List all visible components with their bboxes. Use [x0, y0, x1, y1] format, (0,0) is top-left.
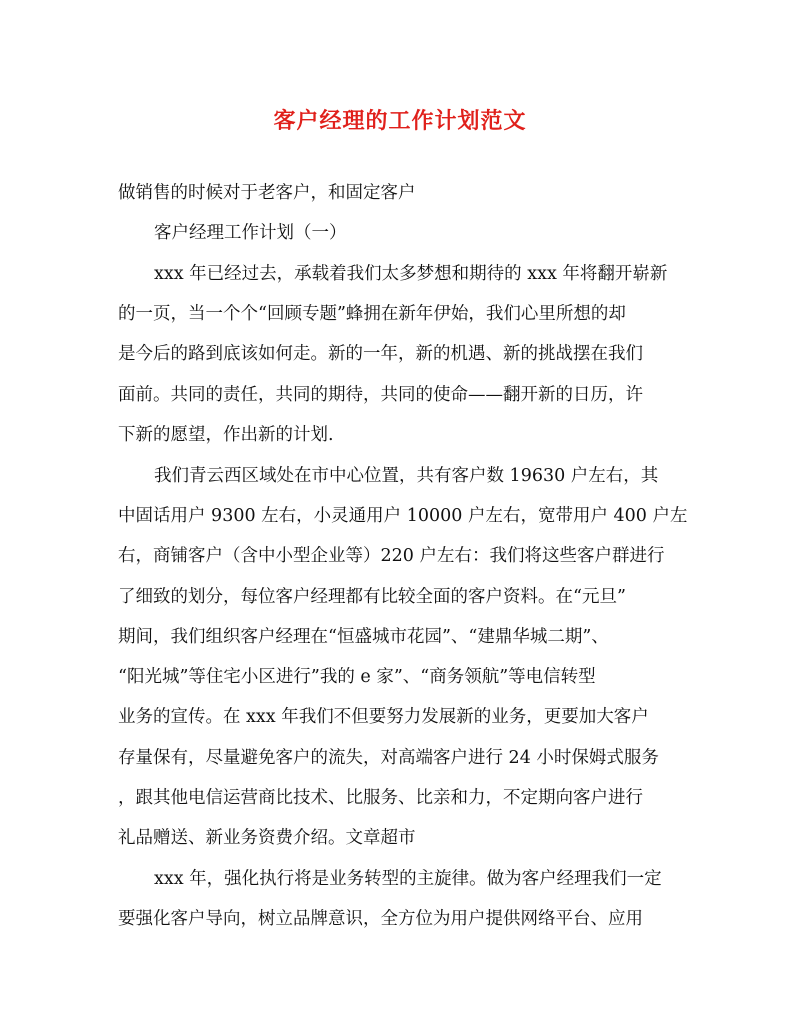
- paragraph-line: 下新的愿望，作出新的计划.: [118, 425, 334, 445]
- paragraph-line: 中固话用户 9300 左右，小灵通用户 10000 户左右，宽带用户 400 户左: [118, 506, 688, 526]
- paragraph-line: xxx 年，强化执行将是业务转型的主旋律。做为客户经理我们一定: [154, 869, 662, 889]
- paragraph-line: “阳光城”等住宅小区进行”我的 e 家”、“商务领航”等电信转型: [118, 667, 596, 687]
- paragraph-line: 右，商铺客户（含中小型企业等）220 户左右：我们将这些客户群进行: [118, 546, 665, 566]
- paragraph-line: 礼品赠送、新业务资费介绍。文章超市: [118, 828, 416, 848]
- paragraph-line: 了细致的划分，每位客户经理都有比较全面的客户资料。在“元旦”: [118, 587, 626, 607]
- intro-line: 做销售的时候对于老客户，和固定客户: [118, 183, 416, 203]
- paragraph-line: 的一页，当一个个“回顾专题”蜂拥在新年伊始，我们心里所想的却: [118, 304, 626, 324]
- paragraph-line: ，跟其他电信运营商比技术、比服务、比亲和力，不定期向客户进行: [118, 788, 643, 808]
- paragraph-line: xxx 年已经过去，承载着我们太多梦想和期待的 xxx 年将翻开崭新: [154, 264, 668, 284]
- paragraph-line: 是今后的路到底该如何走。新的一年，新的机遇、新的挑战摆在我们: [118, 344, 643, 364]
- paragraph-line: 业务的宣传。在 xxx 年我们不但要努力发展新的业务，更要加大客户: [118, 707, 649, 727]
- paragraph-line: 我们青云西区域处在市中心位置，共有客户数 19630 户左右，其: [154, 466, 659, 486]
- paragraph-line: 存量保有，尽量避免客户的流失，对高端客户进行 24 小时保姆式服务: [118, 748, 659, 768]
- section-heading: 客户经理工作计划（一）: [154, 223, 347, 243]
- document-title: 客户经理的工作计划范文: [273, 108, 527, 134]
- paragraph-line: 要强化客户导向，树立品牌意识，全方位为用户提供网络平台、应用: [118, 909, 643, 929]
- paragraph-line: 期间，我们组织客户经理在“恒盛城市花园”、“建鼎华城二期”、: [118, 627, 609, 647]
- paragraph-line: 面前。共同的责任，共同的期待，共同的使命——翻开新的日历，许: [118, 385, 643, 405]
